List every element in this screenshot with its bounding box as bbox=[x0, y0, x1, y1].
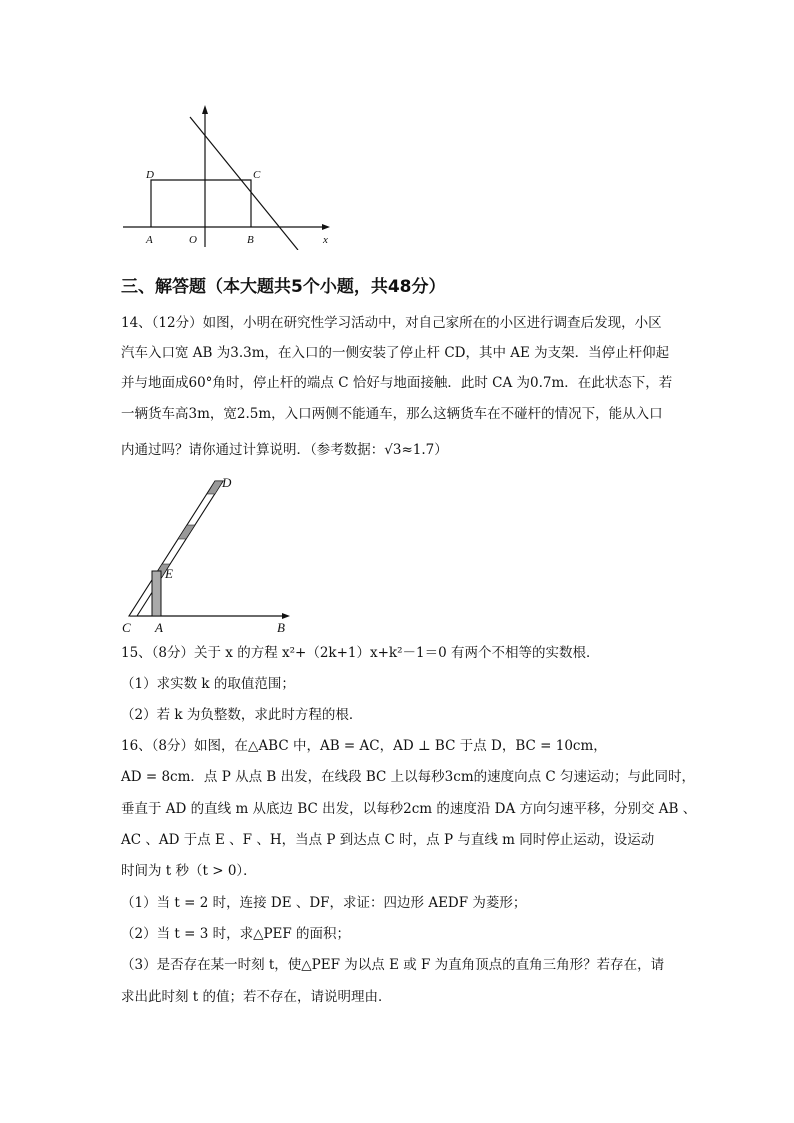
label-b: B bbox=[247, 234, 254, 246]
q16-line-8: （3）是否存在某一时刻 t，使△PEF 为以点 E 或 F 为直角顶点的直角三角形？若存在，请 bbox=[121, 957, 665, 973]
q16-line-7: （2）当 t = 3 时，求△PEF 的面积； bbox=[121, 926, 351, 942]
label-c2: C bbox=[122, 620, 131, 635]
label-d: D bbox=[146, 169, 154, 181]
label-o: O bbox=[189, 234, 197, 246]
q14-line-2: 汽车入口宽 AB 为3.3m，在入口的一侧安装了停止杆 CD，其中 AE 为支架．当停止杆仰起 bbox=[121, 345, 670, 361]
label-b2: B bbox=[277, 620, 285, 635]
barrier-figure bbox=[118, 475, 303, 640]
label-c: C bbox=[253, 169, 261, 181]
label-x: x bbox=[323, 234, 328, 246]
slanted-line bbox=[190, 117, 298, 250]
ground-arrow bbox=[282, 613, 290, 619]
arm-stripe-1 bbox=[207, 481, 223, 494]
support-ae bbox=[152, 571, 161, 616]
barrier-arm bbox=[129, 481, 223, 616]
coordinate-figure bbox=[118, 100, 348, 250]
label-a2: A bbox=[155, 620, 163, 635]
x-axis-arrow bbox=[322, 224, 330, 230]
q16-line-6: （1）当 t = 2 时，连接 DE 、DF，求证：四边形 AEDF 为菱形； bbox=[121, 895, 527, 911]
label-a: A bbox=[146, 234, 153, 246]
section-heading: 三、解答题（本大题共5个小题，共48分） bbox=[121, 277, 446, 297]
q16-line-3: 垂直于 AD 的直线 m 从底边 BC 出发，以每秒2cm 的速度沿 DA 方向匀速平移，分别交 AB 、 bbox=[121, 801, 697, 817]
y-axis-arrow bbox=[202, 105, 208, 114]
q16-line-2: AD = 8cm．点 P 从点 B 出发，在线段 BC 上以每秒3cm的速度向点 C 匀速运动；与此同时， bbox=[121, 769, 696, 785]
q15-line-2: （1）求实数 k 的取值范围； bbox=[121, 676, 295, 692]
q16-line-1: 16、（8分）如图，在△ABC 中，AB = AC，AD ⊥ BC 于点 D，BC = 10cm， bbox=[121, 738, 607, 754]
q15-line-1: 15、（8分）关于 x 的方程 x²+（2k+1）x+k²－1＝0 有两个不相等的实数根． bbox=[121, 645, 600, 661]
q16-line-4: AC 、AD 于点 E 、F 、H，当点 P 到达点 C 时，点 P 与直线 m 同时停止运动，设运动 bbox=[121, 832, 655, 848]
q14-line-4: 一辆货车高3m，宽2.5m，入口两侧不能通车，那么这辆货车在不碰杆的情况下，能从入口 bbox=[121, 406, 663, 422]
q14-line-1: 14、（12分）如图，小明在研究性学习活动中，对自己家所在的小区进行调查后发现，小区 bbox=[121, 315, 662, 331]
q16-line-9: 求出此时刻 t 的值；若不存在，请说明理由． bbox=[121, 989, 392, 1005]
arm-stripe-2 bbox=[178, 525, 195, 539]
label-e: E bbox=[165, 566, 173, 581]
label-d2: D bbox=[222, 475, 232, 490]
rectangle-abcd bbox=[151, 180, 251, 227]
q14-line-5: 内通过吗？请你通过计算说明．（参考数据：√3≈1.7） bbox=[121, 442, 448, 458]
q14-line-3: 并与地面成60°角时，停止杆的端点 C 恰好与地面接触．此时 CA 为0.7m．在此状态下，若 bbox=[121, 375, 673, 391]
q15-line-3: （2）若 k 为负整数，求此时方程的根． bbox=[121, 707, 363, 723]
q16-line-5: 时间为 t 秒（t > 0）． bbox=[121, 863, 257, 879]
